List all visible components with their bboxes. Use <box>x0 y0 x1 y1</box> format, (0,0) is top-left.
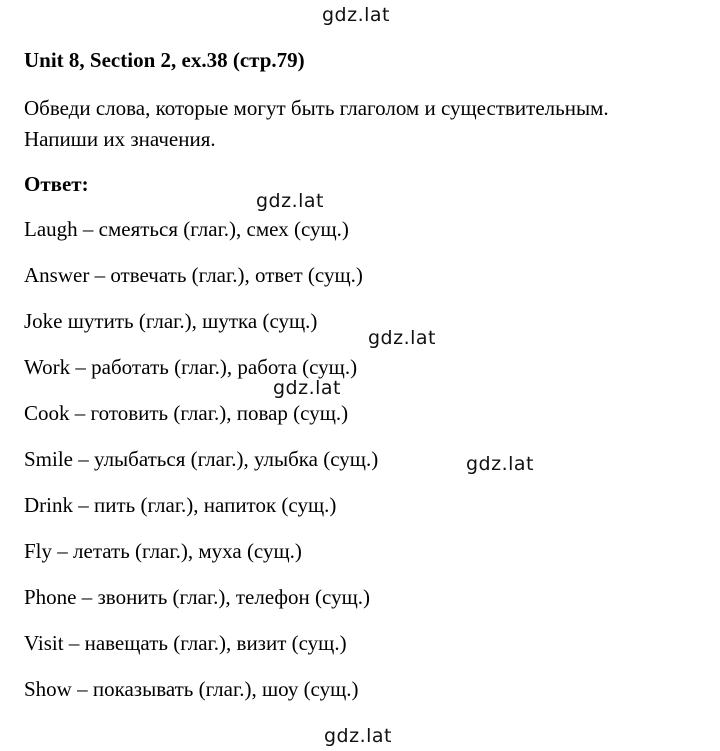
watermark: gdz.lat <box>368 327 437 349</box>
answer-label: Ответ: <box>24 172 89 196</box>
answer-item: Drink – пить (глаг.), напиток (сущ.) <box>24 493 337 517</box>
answer-item: Answer – отвечать (глаг.), ответ (сущ.) <box>24 263 363 287</box>
answer-item: Show – показывать (глаг.), шоу (сущ.) <box>24 677 359 701</box>
answer-item: Fly – летать (глаг.), муха (сущ.) <box>24 539 302 563</box>
answer-item: Joke шутить (глаг.), шутка (сущ.) <box>24 309 318 333</box>
answer-item: Smile – улыбаться (глаг.), улыбка (сущ.) <box>24 447 379 471</box>
watermark: gdz.lat <box>256 190 325 212</box>
watermark-top: gdz.lat <box>322 4 391 26</box>
exercise-instruction <box>24 93 704 155</box>
answer-item: Cook – готовить (глаг.), повар (сущ.) <box>24 401 349 425</box>
watermark-bottom: gdz.lat <box>324 725 393 747</box>
instruction-line-2: Напиши их значения. <box>24 127 216 151</box>
watermark: gdz.lat <box>273 377 342 399</box>
answer-item: Visit – навещать (глаг.), визит (сущ.) <box>24 631 347 655</box>
answer-item: Work – работать (глаг.), работа (сущ.) <box>24 355 358 379</box>
answer-list <box>24 214 378 720</box>
answer-item: Laugh – смеяться (глаг.), смех (сущ.) <box>24 217 349 241</box>
answer-item: Phone – звонить (глаг.), телефон (сущ.) <box>24 585 370 609</box>
exercise-title: Unit 8, Section 2, ex.38 (стр.79) <box>24 48 305 72</box>
instruction-line-1: Обведи слова, которые могут быть глаголом и существительным. <box>24 96 609 120</box>
watermark: gdz.lat <box>466 453 535 475</box>
